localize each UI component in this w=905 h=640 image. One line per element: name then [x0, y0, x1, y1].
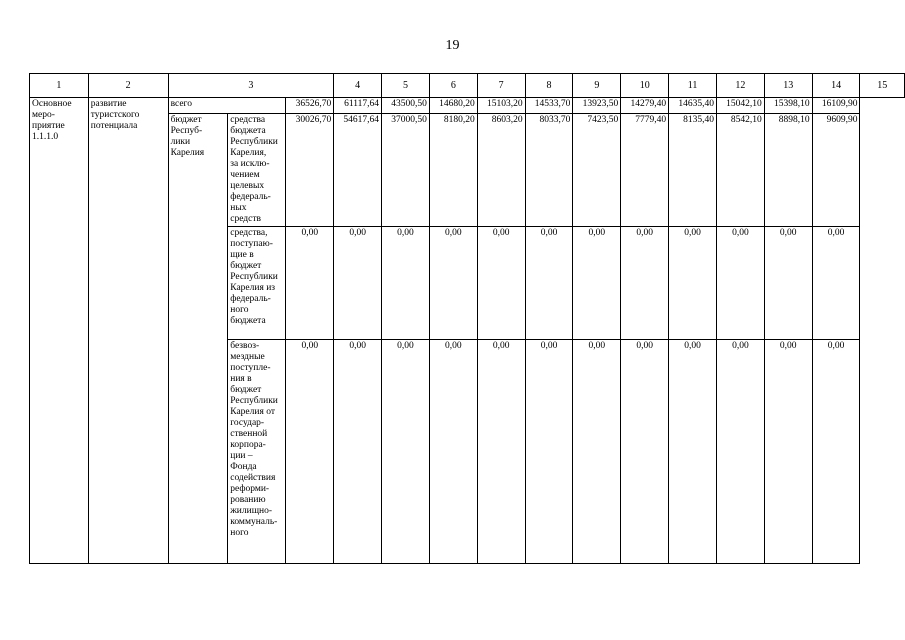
- value-cell: 54617,64: [334, 114, 382, 227]
- value-cell: 0,00: [334, 227, 382, 340]
- value-cell: 0,00: [382, 227, 430, 340]
- header-cell: 14: [812, 74, 860, 98]
- header-cell: 4: [334, 74, 382, 98]
- value-cell: 16109,90: [812, 98, 860, 114]
- header-cell: 10: [621, 74, 669, 98]
- header-cell: 7: [477, 74, 525, 98]
- value-cell: 61117,64: [334, 98, 382, 114]
- header-cell: 15: [860, 74, 905, 98]
- source-label: средства, поступаю- щие в бюджет Республики Карелия из федераль- ного бюджета: [228, 227, 286, 340]
- value-cell: 14635,40: [669, 98, 717, 114]
- value-cell: 0,00: [382, 340, 430, 564]
- value-cell: 0,00: [764, 340, 812, 564]
- value-cell: 14279,40: [621, 98, 669, 114]
- header-cell: 12: [716, 74, 764, 98]
- value-cell: 8542,10: [716, 114, 764, 227]
- header-cell: 6: [429, 74, 477, 98]
- value-cell: 15103,20: [477, 98, 525, 114]
- value-cell: 13923,50: [573, 98, 621, 114]
- budget-table: [29, 73, 905, 564]
- value-cell: 0,00: [764, 227, 812, 340]
- value-cell: 8898,10: [764, 114, 812, 227]
- value-cell: 15042,10: [716, 98, 764, 114]
- value-cell: 9609,90: [812, 114, 860, 227]
- budget-label: бюджет Респуб- лики Карелия: [168, 114, 228, 564]
- value-cell: 7423,50: [573, 114, 621, 227]
- value-cell: 7779,40: [621, 114, 669, 227]
- header-row: [30, 74, 905, 98]
- header-cell: 3: [168, 74, 334, 98]
- value-cell: 0,00: [573, 340, 621, 564]
- value-cell: 43500,50: [382, 98, 430, 114]
- header-cell: 1: [30, 74, 89, 98]
- value-cell: 37000,50: [382, 114, 430, 227]
- value-cell: 15398,10: [764, 98, 812, 114]
- value-cell: 0,00: [573, 227, 621, 340]
- header-cell: 8: [525, 74, 573, 98]
- value-cell: 36526,70: [286, 98, 334, 114]
- value-cell: 0,00: [525, 340, 573, 564]
- header-cell: 5: [382, 74, 430, 98]
- header-cell: 11: [669, 74, 717, 98]
- value-cell: 0,00: [334, 340, 382, 564]
- value-cell: 0,00: [429, 227, 477, 340]
- value-cell: 8180,20: [429, 114, 477, 227]
- value-cell: 0,00: [525, 227, 573, 340]
- value-cell: 14680,20: [429, 98, 477, 114]
- value-cell: 30026,70: [286, 114, 334, 227]
- value-cell: 0,00: [286, 340, 334, 564]
- value-cell: 0,00: [669, 227, 717, 340]
- page-number: 19: [445, 38, 460, 53]
- value-cell: 0,00: [716, 340, 764, 564]
- value-cell: 0,00: [621, 340, 669, 564]
- value-cell: 8603,20: [477, 114, 525, 227]
- value-cell: 0,00: [669, 340, 717, 564]
- value-cell: 8033,70: [525, 114, 573, 227]
- value-cell: 0,00: [621, 227, 669, 340]
- table-row: [30, 98, 905, 114]
- header-cell: 13: [764, 74, 812, 98]
- value-cell: 0,00: [477, 340, 525, 564]
- measure-cell: Основное меро- приятие 1.1.1.0: [30, 98, 89, 564]
- source-label: безвоз- мездные поступле- ния в бюджет Республики Карелия от государ- ственной корпора- ции – Фонда содействия реформи- рованию жилищно- коммуналь- ного: [228, 340, 286, 564]
- value-cell: 0,00: [429, 340, 477, 564]
- value-cell: 0,00: [812, 227, 860, 340]
- source-label: средства бюджета Республики Карелия, за исклю- чением целевых федераль- ных средств: [228, 114, 286, 227]
- header-cell: 9: [573, 74, 621, 98]
- header-cell: 2: [88, 74, 168, 98]
- value-cell: 0,00: [812, 340, 860, 564]
- value-cell: 0,00: [716, 227, 764, 340]
- value-cell: 0,00: [286, 227, 334, 340]
- value-cell: 8135,40: [669, 114, 717, 227]
- total-label: всего: [168, 98, 286, 114]
- value-cell: 14533,70: [525, 98, 573, 114]
- value-cell: 0,00: [477, 227, 525, 340]
- direction-cell: развитие туристского потенциала: [88, 98, 168, 564]
